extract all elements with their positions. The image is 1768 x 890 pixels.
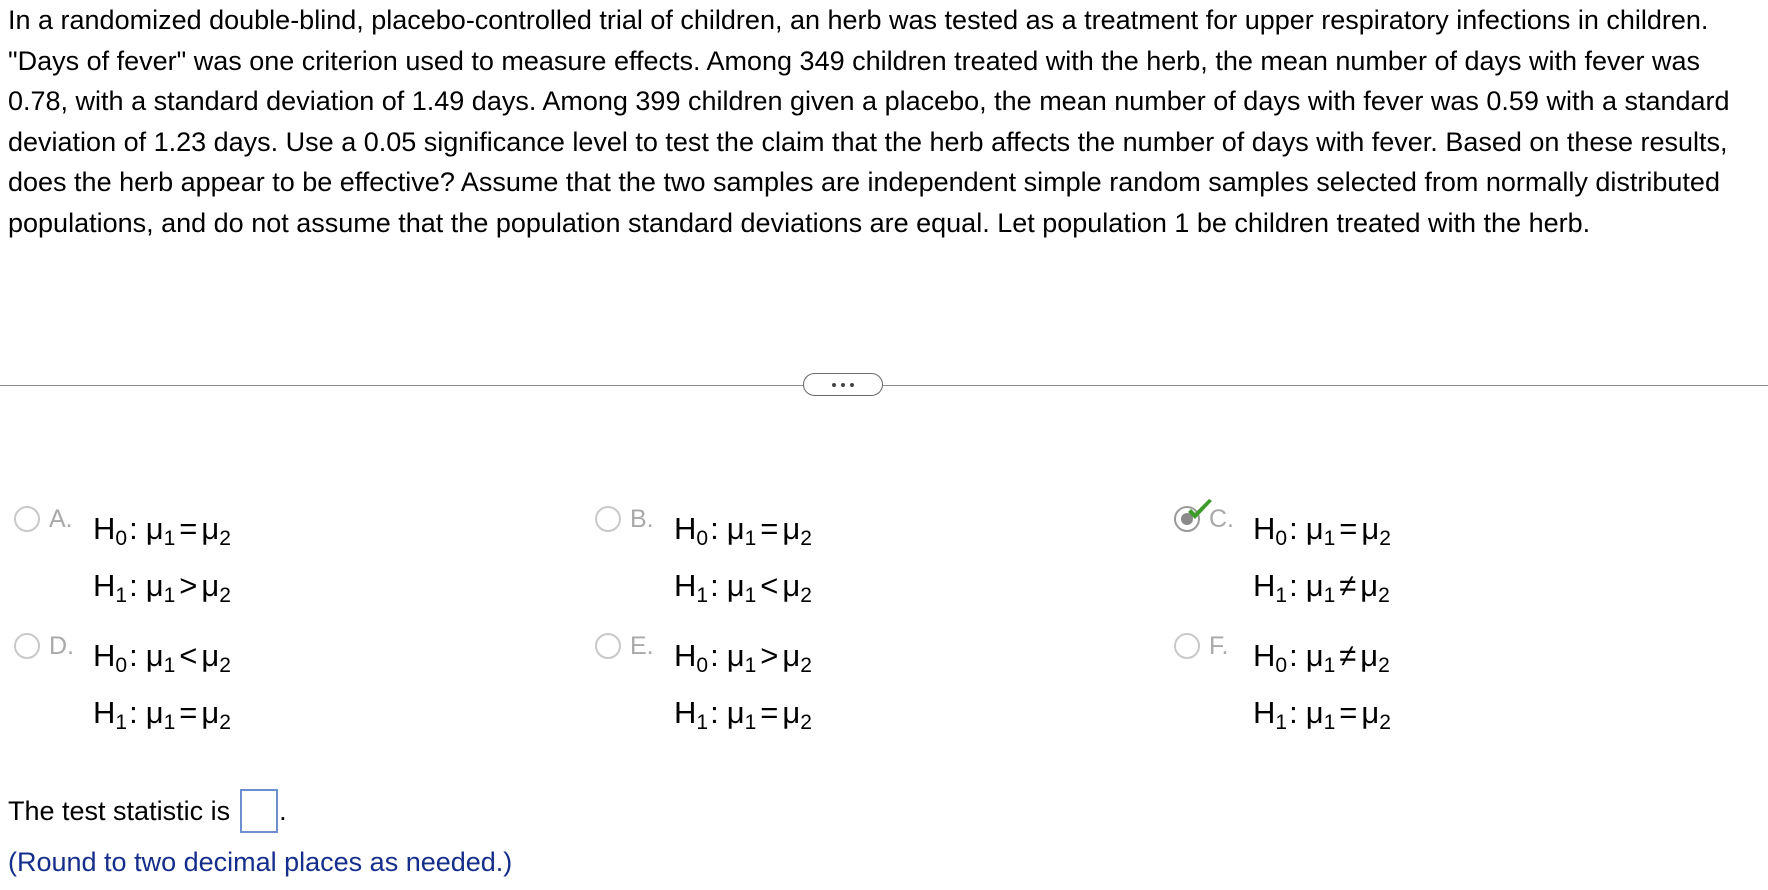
alternative-hypothesis bbox=[93, 684, 231, 741]
mu-symbol: μ bbox=[726, 638, 745, 673]
hypothesis-subscript: 1 bbox=[1275, 584, 1288, 607]
population-subscript: 2 bbox=[800, 711, 812, 734]
show-more-button[interactable] bbox=[803, 373, 883, 396]
hypothesis-letter: H bbox=[1253, 695, 1276, 730]
relation-symbol: > bbox=[179, 568, 198, 603]
colon: : bbox=[710, 568, 719, 603]
hypotheses bbox=[93, 627, 231, 741]
hypothesis-letter: H bbox=[93, 568, 116, 603]
mu-symbol: μ bbox=[145, 638, 164, 673]
check-icon bbox=[1186, 498, 1214, 524]
rounding-hint: (Round to two decimal places as needed.) bbox=[8, 847, 513, 877]
null-hypothesis bbox=[1253, 500, 1391, 557]
radio-button[interactable] bbox=[1174, 633, 1200, 659]
population-subscript: 1 bbox=[744, 584, 757, 607]
option-c[interactable] bbox=[1174, 500, 1391, 614]
option-letter: A. bbox=[49, 505, 73, 533]
hypotheses bbox=[1253, 627, 1391, 741]
mu-symbol: μ bbox=[726, 511, 745, 546]
population-subscript: 2 bbox=[219, 654, 231, 677]
population-subscript: 2 bbox=[1378, 584, 1390, 607]
null-hypothesis bbox=[93, 500, 231, 557]
relation-symbol: = bbox=[760, 695, 779, 730]
question-text: In a randomized double-blind, placebo-controlled trial of children, an herb was tested as a treatment for upper respiratory infections in children. "Days of fever" was one criterion used to measure effects. Among 349 children treated with the herb, the mean number of days with fever was 0.78, with a standard deviation of 1.49 days. Among 399 children given a placebo, the mean number of days with fever was 0.59 with a standard deviation of 1.23 days. Use a 0.05 significance level to test the claim that the herb affects the number of days with fever. Based on these results, does the herb appear to be effective? Assume that the two samples are independent simple random samples selected from normally distributed populations, and do not assume that the population standard deviations are equal. Let population 1 be children treated with the herb. bbox=[8, 5, 1730, 238]
mu-symbol: μ bbox=[782, 695, 801, 730]
hypothesis-letter: H bbox=[1253, 638, 1276, 673]
population-subscript: 2 bbox=[1378, 654, 1390, 677]
colon: : bbox=[710, 695, 719, 730]
radio-button[interactable] bbox=[1174, 506, 1200, 532]
alternative-hypothesis bbox=[1253, 557, 1391, 614]
test-statistic-label: The test statistic is bbox=[8, 796, 231, 826]
hypothesis-subscript: 0 bbox=[696, 654, 709, 677]
mu-symbol: μ bbox=[1305, 511, 1324, 546]
hypothesis-subscript: 0 bbox=[696, 527, 709, 550]
null-hypothesis bbox=[1253, 627, 1391, 684]
population-subscript: 1 bbox=[163, 711, 176, 734]
mu-symbol: μ bbox=[782, 638, 801, 673]
hypotheses bbox=[674, 500, 812, 614]
relation-symbol: = bbox=[179, 511, 198, 546]
colon: : bbox=[1289, 638, 1298, 673]
null-hypothesis bbox=[674, 627, 812, 684]
population-subscript: 1 bbox=[163, 654, 176, 677]
mu-symbol: μ bbox=[1361, 695, 1380, 730]
hypothesis-letter: H bbox=[93, 638, 116, 673]
hypothesis-subscript: 0 bbox=[1275, 527, 1288, 550]
population-subscript: 1 bbox=[1323, 527, 1336, 550]
option-b[interactable] bbox=[595, 500, 812, 614]
population-subscript: 1 bbox=[744, 527, 757, 550]
population-subscript: 2 bbox=[1379, 711, 1391, 734]
mu-symbol: μ bbox=[1360, 638, 1379, 673]
population-subscript: 1 bbox=[163, 527, 176, 550]
alternative-hypothesis bbox=[674, 557, 812, 614]
relation-symbol: ≠ bbox=[1339, 568, 1357, 603]
hypothesis-letter: H bbox=[674, 511, 697, 546]
hypothesis-subscript: 0 bbox=[115, 654, 128, 677]
mu-symbol: μ bbox=[1360, 568, 1379, 603]
relation-symbol: = bbox=[1339, 695, 1358, 730]
relation-symbol: = bbox=[1339, 511, 1358, 546]
population-subscript: 1 bbox=[1323, 711, 1336, 734]
mu-symbol: μ bbox=[145, 511, 164, 546]
hypothesis-letter: H bbox=[93, 511, 116, 546]
option-d[interactable] bbox=[14, 627, 231, 741]
colon: : bbox=[129, 695, 138, 730]
sentence-period: . bbox=[279, 796, 287, 826]
mu-symbol: μ bbox=[145, 695, 164, 730]
option-letter: E. bbox=[630, 632, 654, 660]
population-subscript: 2 bbox=[219, 711, 231, 734]
hypothesis-letter: H bbox=[93, 695, 116, 730]
population-subscript: 2 bbox=[800, 654, 812, 677]
population-subscript: 1 bbox=[744, 654, 757, 677]
ellipsis-icon bbox=[832, 383, 836, 387]
hypothesis-letter: H bbox=[674, 638, 697, 673]
radio-button[interactable] bbox=[14, 633, 40, 659]
relation-symbol: = bbox=[760, 511, 779, 546]
mu-symbol: μ bbox=[726, 695, 745, 730]
option-e[interactable] bbox=[595, 627, 812, 741]
radio-button[interactable] bbox=[595, 633, 621, 659]
hypothesis-subscript: 1 bbox=[115, 584, 128, 607]
mu-symbol: μ bbox=[201, 638, 220, 673]
hypothesis-letter: H bbox=[674, 695, 697, 730]
relation-symbol: = bbox=[179, 695, 198, 730]
mu-symbol: μ bbox=[726, 568, 745, 603]
colon: : bbox=[1289, 695, 1298, 730]
relation-symbol: < bbox=[179, 638, 198, 673]
population-subscript: 2 bbox=[800, 584, 812, 607]
option-a[interactable] bbox=[14, 500, 231, 614]
hypotheses bbox=[93, 500, 231, 614]
option-letter: F. bbox=[1209, 632, 1229, 660]
ellipsis-icon bbox=[850, 383, 854, 387]
hypothesis-subscript: 1 bbox=[696, 711, 709, 734]
option-letter: C. bbox=[1209, 505, 1234, 533]
hypothesis-subscript: 0 bbox=[1275, 654, 1288, 677]
mu-symbol: μ bbox=[1305, 638, 1324, 673]
radio-button[interactable] bbox=[595, 506, 621, 532]
option-letter: D. bbox=[49, 632, 74, 660]
alternative-hypothesis bbox=[674, 684, 812, 741]
population-subscript: 1 bbox=[163, 584, 176, 607]
mu-symbol: μ bbox=[782, 511, 801, 546]
population-subscript: 1 bbox=[1323, 584, 1336, 607]
alternative-hypothesis bbox=[1253, 684, 1391, 741]
section-divider bbox=[0, 385, 1768, 386]
colon: : bbox=[710, 638, 719, 673]
option-letter: B. bbox=[630, 505, 654, 533]
mu-symbol: μ bbox=[201, 511, 220, 546]
colon: : bbox=[129, 511, 138, 546]
colon: : bbox=[1289, 511, 1298, 546]
hypotheses bbox=[1253, 500, 1391, 614]
hypotheses bbox=[674, 627, 812, 741]
hypothesis-subscript: 1 bbox=[696, 584, 709, 607]
test-statistic-line bbox=[8, 789, 287, 833]
population-subscript: 2 bbox=[800, 527, 812, 550]
population-subscript: 2 bbox=[219, 527, 231, 550]
null-hypothesis bbox=[674, 500, 812, 557]
colon: : bbox=[129, 568, 138, 603]
mu-symbol: μ bbox=[201, 568, 220, 603]
mu-symbol: μ bbox=[782, 568, 801, 603]
option-f[interactable] bbox=[1174, 627, 1391, 741]
relation-symbol: < bbox=[760, 568, 779, 603]
mu-symbol: μ bbox=[201, 695, 220, 730]
radio-button[interactable] bbox=[14, 506, 40, 532]
mu-symbol: μ bbox=[1361, 511, 1380, 546]
mu-symbol: μ bbox=[145, 568, 164, 603]
hypothesis-letter: H bbox=[674, 568, 697, 603]
hypothesis-subscript: 0 bbox=[115, 527, 128, 550]
mu-symbol: μ bbox=[1305, 568, 1324, 603]
null-hypothesis bbox=[93, 627, 231, 684]
population-subscript: 1 bbox=[744, 711, 757, 734]
population-subscript: 1 bbox=[1323, 654, 1336, 677]
relation-symbol: > bbox=[760, 638, 779, 673]
ellipsis-icon bbox=[841, 383, 845, 387]
mu-symbol: μ bbox=[1305, 695, 1324, 730]
population-subscript: 2 bbox=[1379, 527, 1391, 550]
colon: : bbox=[710, 511, 719, 546]
population-subscript: 2 bbox=[219, 584, 231, 607]
hypothesis-subscript: 1 bbox=[115, 711, 128, 734]
colon: : bbox=[1289, 568, 1298, 603]
hypothesis-letter: H bbox=[1253, 511, 1276, 546]
hypothesis-letter: H bbox=[1253, 568, 1276, 603]
alternative-hypothesis bbox=[93, 557, 231, 614]
colon: : bbox=[129, 638, 138, 673]
relation-symbol: ≠ bbox=[1339, 638, 1357, 673]
hypothesis-subscript: 1 bbox=[1275, 711, 1288, 734]
test-statistic-input[interactable] bbox=[240, 789, 278, 833]
